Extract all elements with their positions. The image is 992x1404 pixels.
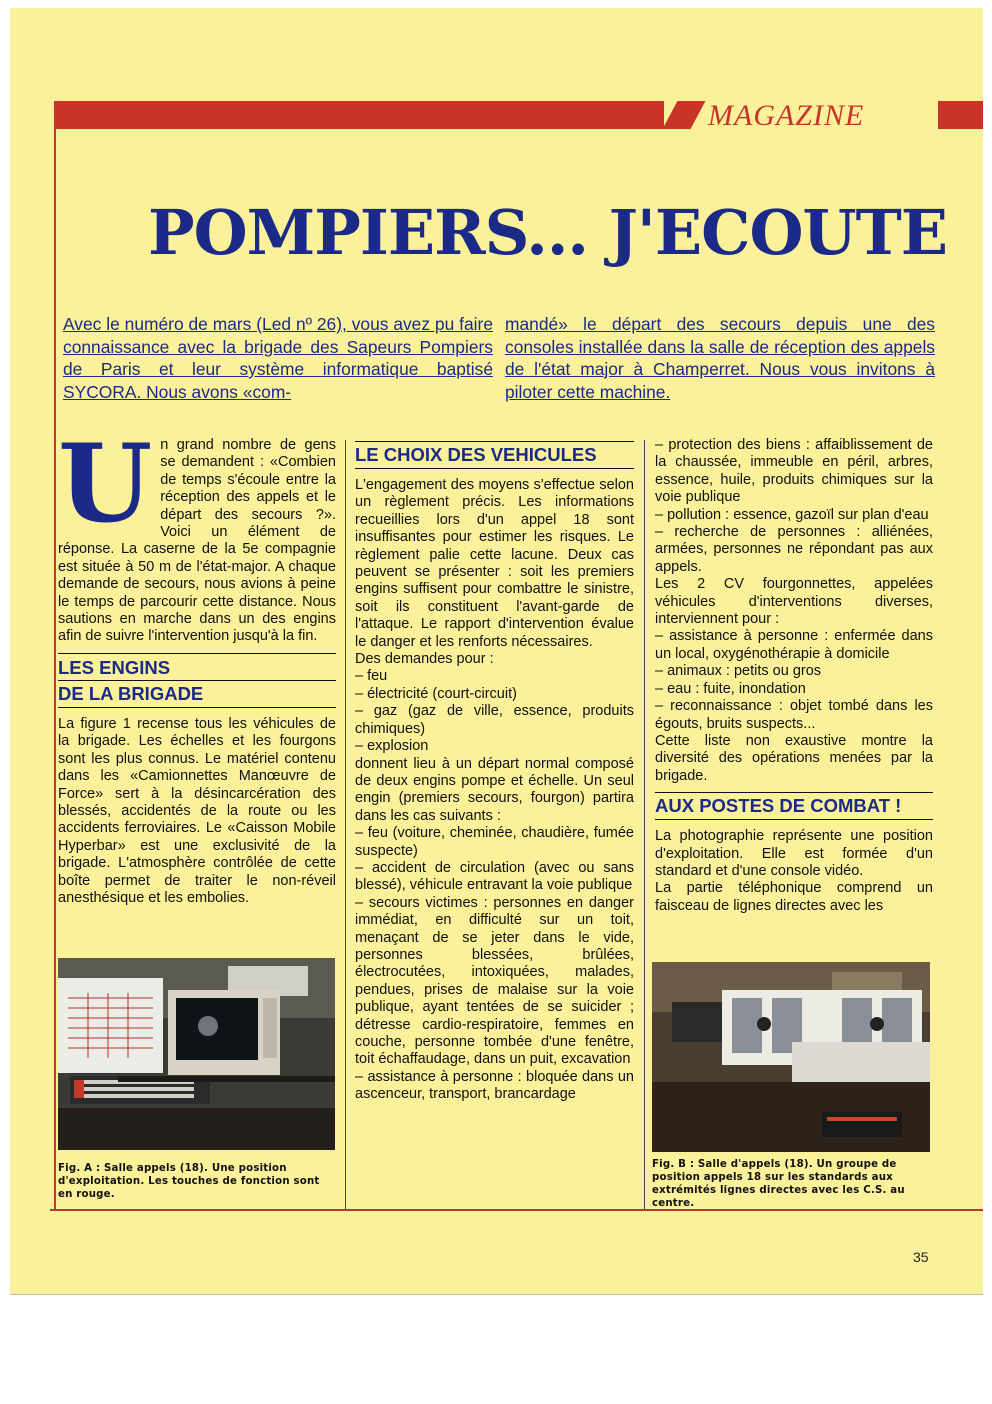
col3-paragraph-2: Cette liste non exaustive montre la diversité des opérations menées par la brigade. [655,732,933,784]
section-heading-combat: AUX POSTES DE COMBAT ! [655,792,933,820]
col3-list-item: – protection des biens : affaiblissement de la chaussée, immeuble en péril, arbres, essence, huile, produits chimiques sur la voie publique [655,437,933,506]
col3-list-item: – pollution : essence, gazoïl sur plan d'eau [655,506,929,523]
left-margin-rule [54,129,56,1211]
column-3 [655,437,933,915]
col3-paragraph-3: La photographie représente une position d'exploitation. Elle est formée d'un standard et d'une console vidéo. [655,828,933,879]
col3-paragraph-4: La partie téléphonique comprend un faisceau de lignes directes avec les [655,880,933,914]
col2-list-item: – gaz (gaz de ville, essence, produits chimiques) [355,703,634,737]
column-1 [58,421,336,907]
drop-cap: U [58,421,153,547]
col3-paragraph-1: Les 2 CV fourgonnettes, appelées véhicules d'interventions diverses, interviennent pour : [655,576,933,628]
col2-paragraph-2: donnent lieu à un départ normal composé de deux engins pompe et échelle. Un seul engin (premiers secours, fourgon) partira dans les cas suivants : [355,755,634,824]
col2-list-intro: Des demandes pour : [355,651,494,668]
col2-list-item: – feu (voiture, cheminée, chaudière, fumée suspecte) [355,825,634,859]
caption-fig-a: Fig. A : Salle appels (18). Une position d'exploitation. Les touches de fonction sont en rouge. [58,1163,320,1200]
col3-list-item: – eau : fuite, inondation [655,680,806,697]
photo-fig-a-image [58,958,335,1150]
banner-bar-end [938,101,983,129]
banner-slash [663,101,706,129]
caption-fig-b: Fig. B : Salle d'appels (18). Un groupe de position appels 18 sur les standards aux extrémités lignes directes avec les C.S. au centre. [652,1159,905,1209]
col2-list-item: – accident de circulation (avec ou sans blessé), véhicule entravant la voie publique [355,859,634,894]
magazine-banner [54,99,983,132]
section-heading-vehicules: LE CHOIX DES VEHICULES [355,441,634,469]
col3-list-item: – assistance à personne : enfermée dans un local, oxygénothérapie à domicile [655,628,933,662]
column-divider-2 [644,440,645,1210]
photo-fig-a [58,958,335,1150]
col3-list-item: – reconnaissance : objet tombé dans les égouts, bruits suspects... [655,698,933,732]
article-title: POMPIERS... J'ECOUTE [148,196,947,269]
col2-paragraph-1: L'engagement des moyens s'effectue selon un règlement précis. Les informations recueillies lors d'un appel 18 sont insuffisantes pour estimer les risques. Le règlement palie cette lacune. Deux cas peuvent se présenter : soit les premiers engins suffisent pour combattre le sinistre, soit ils constituent l'avant-garde de l'attaque. Le rapport d'intervention évalue le danger et les renforts nécessaires. [355,477,634,650]
photo-fig-b [652,962,930,1152]
bottom-rule [50,1209,983,1211]
col2-list-item: – explosion [355,738,429,755]
col2-list-item: – électricité (court-circuit) [355,685,517,702]
magazine-label: MAGAZINE [708,99,865,132]
col2-list-item: – feu [355,668,388,685]
col2-list-item: – assistance à personne : bloquée dans un ascenceur, transport, brancardage [355,1068,634,1103]
intro-left: Avec le numéro de mars (Led nº 26), vous avez pu faire connaissance avec la brigade des Sapeurs Pompiers de Paris et leur système informatique baptisé SYCORA. Nous avons «com- [63,314,493,402]
col1-paragraph-1: n grand nombre de gens se demandent : «Combien de temps s'écoule entre la réception des appels et le départ des secours ?». Voici un élément de réponse. La caserne de la 5e compagnie est située à 50 m de l'état-major. A chaque demande de secours, nous avions à peine le temps de parcourir cette distance. Nous sautions en marche dans un des engins afin de suivre l'intervention jusqu'à la fin. [58,437,336,645]
col3-list-item: – animaux : petits ou gros [655,663,822,680]
section-heading-engins [58,653,336,708]
column-divider-1 [345,440,346,1210]
banner-bar [54,101,664,129]
col1-paragraph-2: La figure 1 recense tous les véhicules de la brigade. Les échelles et les fourgons sont les plus connus. Le matériel contenu dans les «Camionnettes Manœuvre de Force» sert à la désincarcération des blessés, accidentés de la route ou les accidents ferroviaires. Le «Caisson Mobile Hyperbar» est une exclusivité de la brigade. L'atmosphère contrôlée de cette boîte permet de traiter le non-réveil anesthésique et les embolies. [58,715,336,906]
heading-line-1: LES ENGINS [58,655,336,681]
col3-list-item: – recherche de personnes : alliénées, armées, personnes ne répondant pas aux appels. [655,524,933,575]
intro-right: mandé» le départ des secours depuis une des consoles installée dans la salle de réception des appels de l'état major à Champerret. Nous vous invitons à piloter cette machine. [505,314,935,402]
page-edge [10,1294,983,1295]
heading-line-2: DE LA BRIGADE [58,682,204,704]
col2-list-item: – secours victimes : personnes en danger immédiat, en difficulté sur un toit, menaçant de se jeter dans le vide, personnes blessées, brûlées, électrocutées, intoxiquées, malades, pendues, prises de malaise sur la voie publique, ayant tentées de se suicider ; détresse cardio-respiratoire, femmes en couche, personne tombée d'une fenêtre, toit échaffaudage, dans un puit, excavation [355,894,634,1068]
page-number: 35 [913,1249,929,1265]
photo-fig-b-image [652,962,930,1152]
column-2 [355,437,634,1104]
